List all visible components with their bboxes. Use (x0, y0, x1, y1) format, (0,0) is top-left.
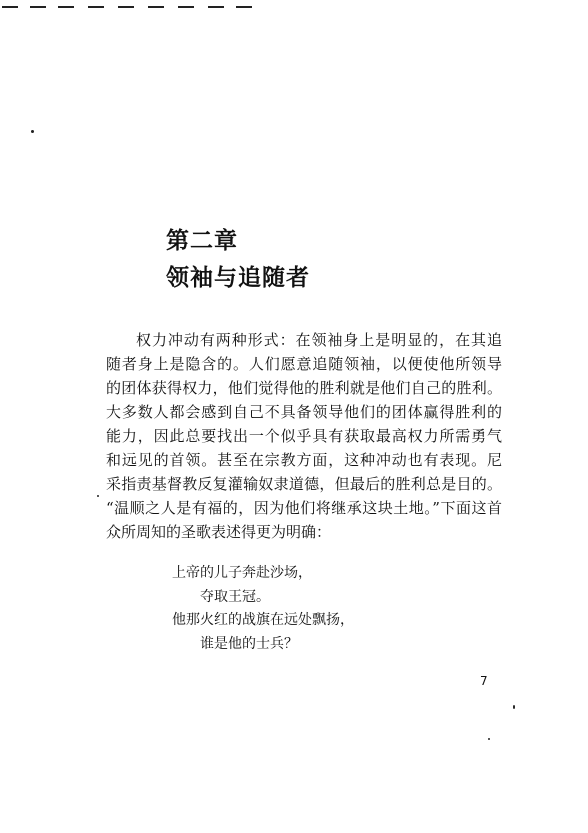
paragraph-line: 众所周知的圣歌表述得更为明确： (106, 523, 332, 541)
poem-line: 谁是他的士兵？ (200, 635, 298, 652)
body-paragraph (106, 328, 502, 544)
top-dash-rule (0, 0, 260, 12)
paragraph-line: 权力冲动有两种形式：在领袖身上是明显的，在其追 (136, 331, 502, 349)
chapter-number-title: 第二章 (166, 227, 238, 254)
paragraph-line: 的团体获得权力，他们觉得他的胜利就是他们自己的胜利。 (106, 379, 502, 397)
paragraph-line: “温顺之人是有福的，因为他们将继承这块土地。”下面这首 (106, 499, 502, 517)
scan-speck (488, 738, 490, 740)
paragraph-line: 能力，因此总要找出一个似乎具有获取最高权力所需勇气 (106, 427, 502, 445)
hymn-quote (172, 562, 354, 656)
paragraph-line: 随者身上是隐含的。人们愿意追随领袖，以便使他所领导 (106, 355, 502, 373)
poem-line: 夺取王冠。 (200, 588, 270, 605)
chapter-subtitle: 领袖与追随者 (166, 264, 310, 291)
scan-speck (31, 130, 34, 133)
paragraph-line: 采指责基督教反复灌输奴隶道德，但最后的胜利总是目的。 (106, 475, 502, 493)
paragraph-line: 大多数人都会感到自己不具备领导他们的团体赢得胜利的 (106, 403, 502, 421)
paragraph-line: 和远见的首领。甚至在宗教方面，这种冲动也有表现。尼 (106, 451, 502, 469)
scan-speck (97, 495, 99, 497)
poem-line: 上帝的儿子奔赴沙场， (172, 565, 312, 581)
poem-line: 他那火红的战旗在远处飘扬， (172, 612, 354, 628)
page-number: 7 (480, 674, 488, 688)
scan-speck (513, 705, 515, 709)
